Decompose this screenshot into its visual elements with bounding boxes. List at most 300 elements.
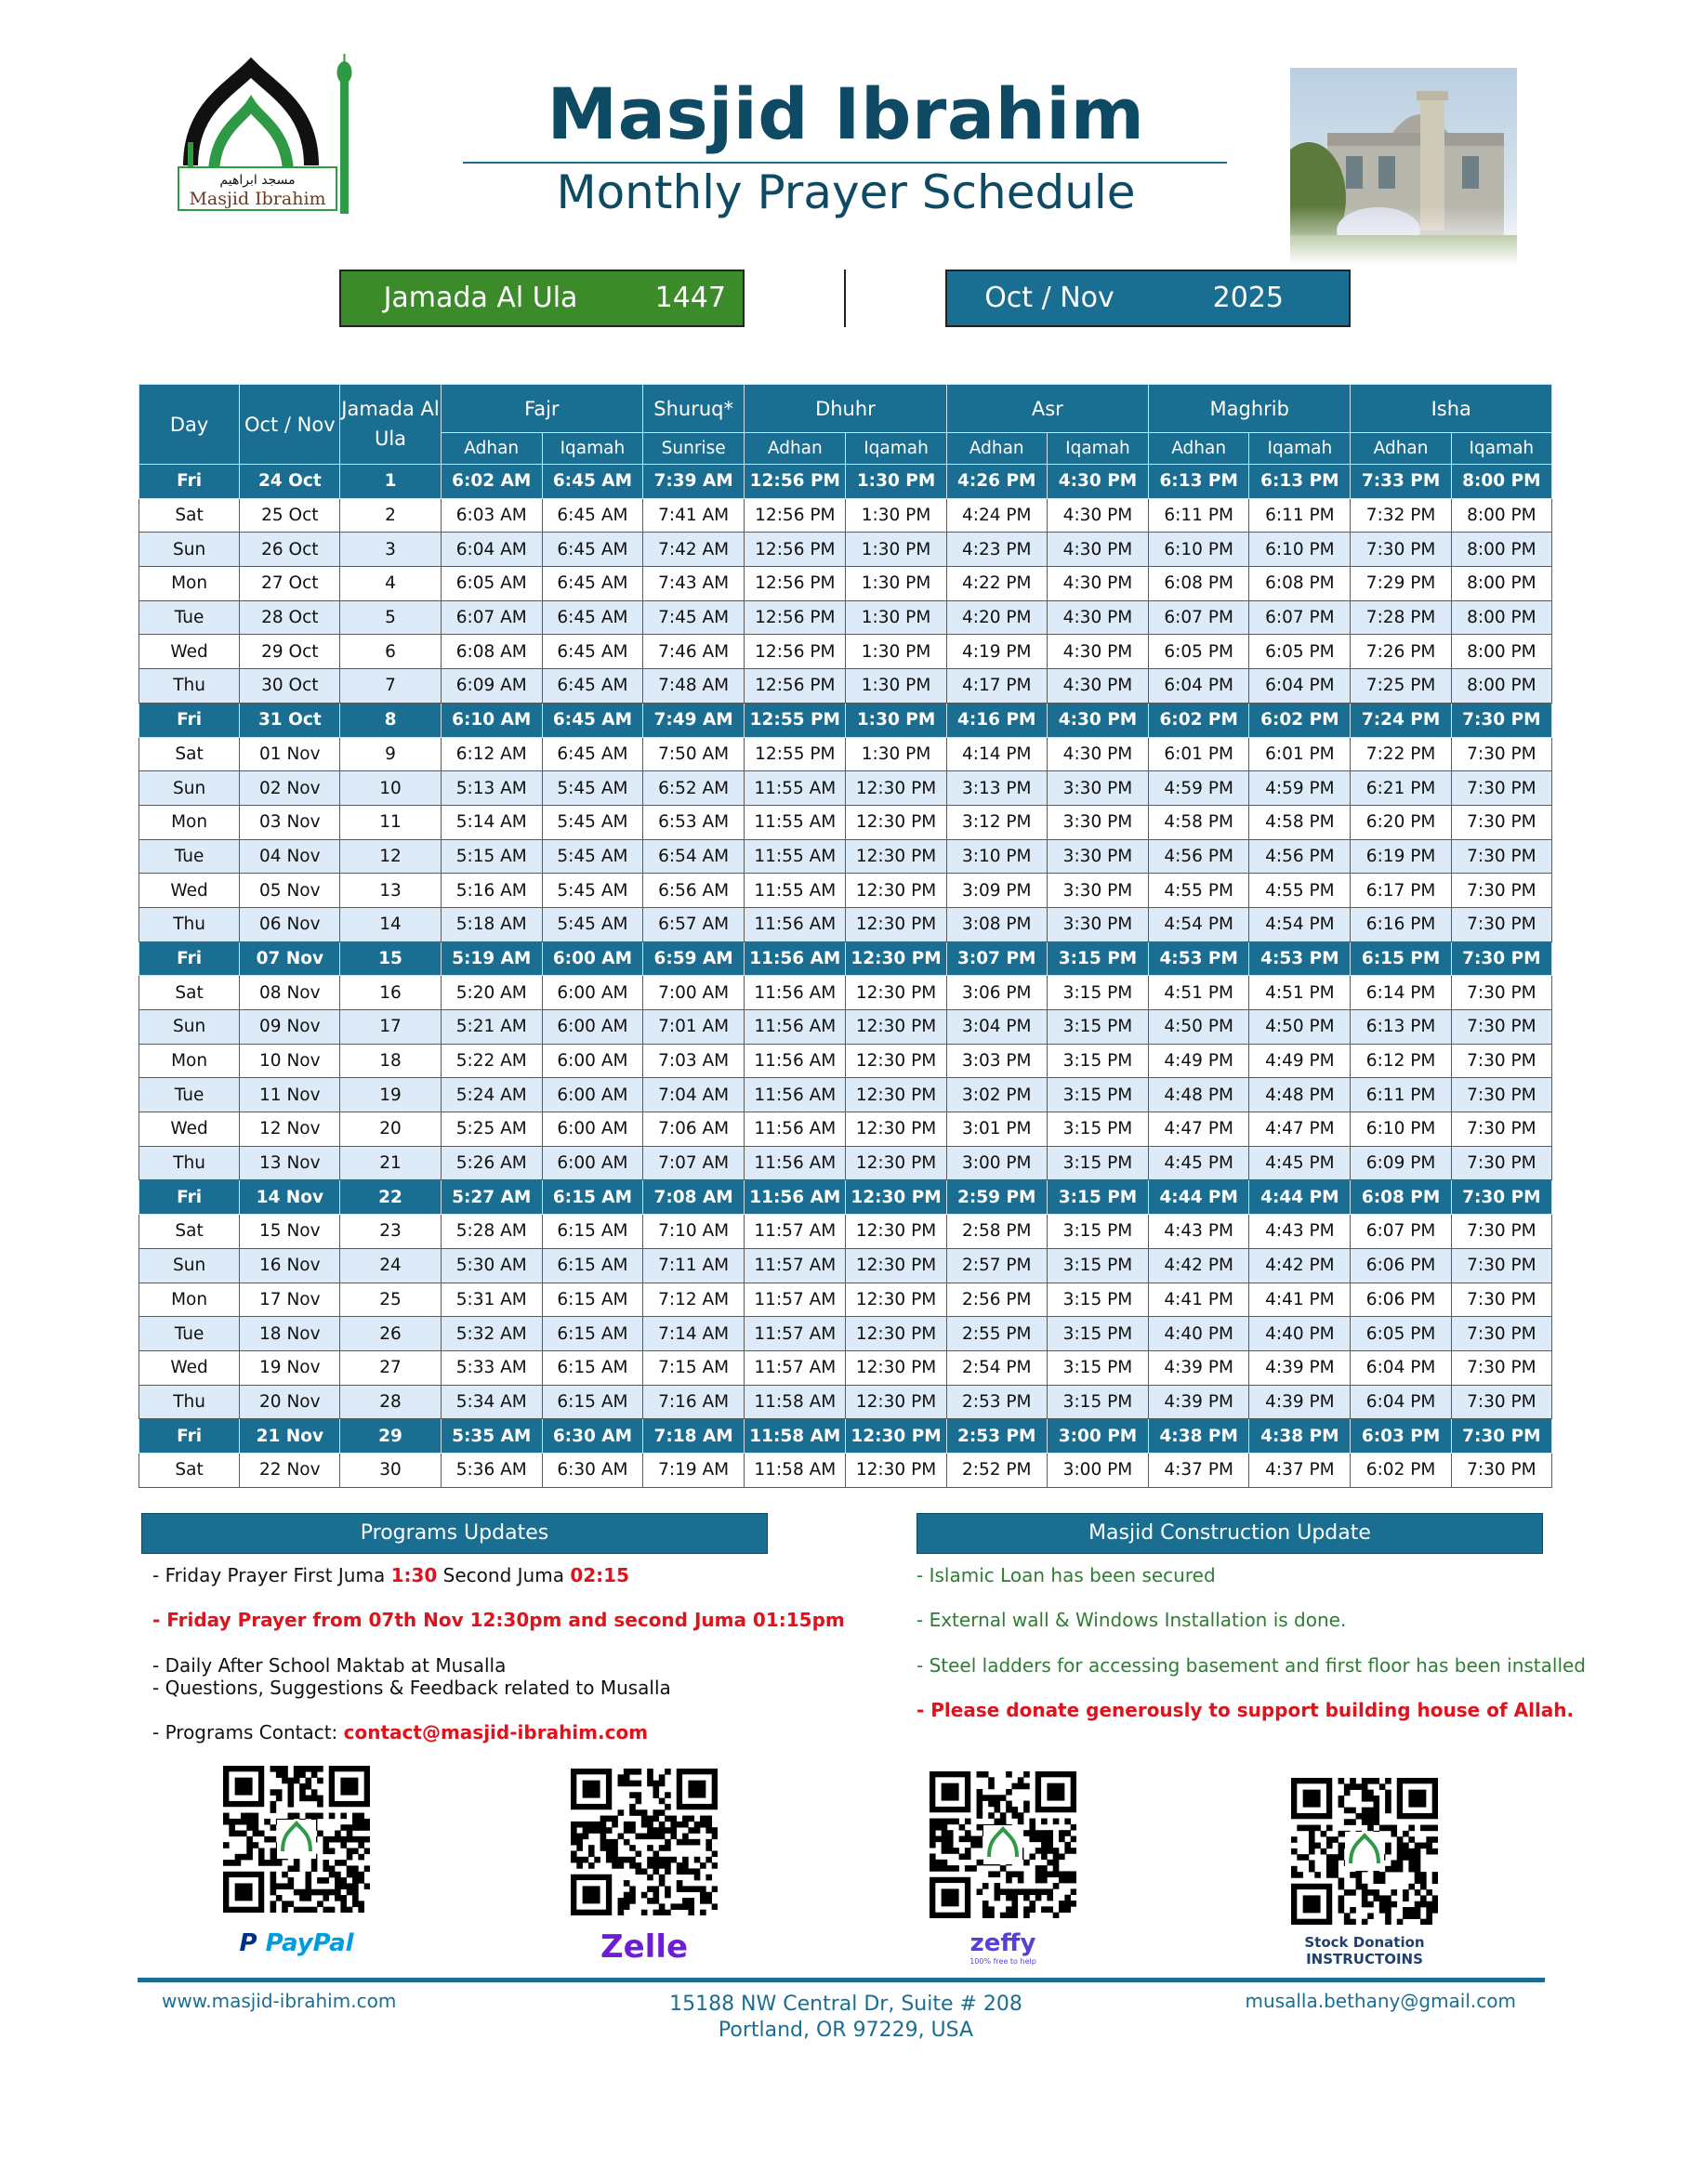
schedule-cell: 3:30 PM (1047, 805, 1148, 839)
schedule-cell: Mon (139, 567, 240, 601)
schedule-cell: 8:00 PM (1451, 669, 1551, 704)
title-divider (463, 162, 1227, 164)
schedule-cell: 6:04 PM (1249, 669, 1351, 704)
schedule-cell: 12:56 PM (745, 567, 846, 601)
stock-label-line1: Stock Donation (1304, 1934, 1425, 1951)
schedule-cell: 21 (340, 1146, 441, 1180)
schedule-cell: 5:45 AM (542, 874, 642, 908)
schedule-cell: 3:08 PM (946, 907, 1047, 941)
schedule-cell: 11:56 AM (745, 976, 846, 1010)
schedule-cell: 26 Oct (240, 533, 340, 567)
zeffy-qr-code[interactable] (930, 1771, 1076, 1918)
col-gregorian-header: Oct / Nov (240, 385, 340, 465)
schedule-cell: 1:30 PM (846, 635, 946, 669)
schedule-row (139, 1453, 1552, 1487)
schedule-cell: Fri (139, 703, 240, 737)
schedule-cell: 2:53 PM (946, 1419, 1047, 1454)
stock-donation[interactable] (1291, 1778, 1438, 1967)
schedule-cell: 5:28 AM (441, 1215, 542, 1249)
schedule-cell: 6:30 AM (542, 1419, 642, 1454)
schedule-cell: 16 Nov (240, 1248, 340, 1283)
schedule-cell: 3:09 PM (946, 874, 1047, 908)
schedule-cell: 7:30 PM (1451, 839, 1551, 874)
schedule-cell: 6:00 AM (542, 1112, 642, 1147)
schedule-cell: 3:15 PM (1047, 1283, 1148, 1317)
schedule-cell: 4:14 PM (946, 737, 1047, 771)
schedule-cell: 12:56 PM (745, 498, 846, 533)
schedule-cell: 8 (340, 703, 441, 737)
schedule-cell: 7:30 PM (1451, 737, 1551, 771)
schedule-cell: 4:40 PM (1149, 1317, 1249, 1351)
schedule-row (139, 737, 1552, 771)
schedule-cell: 4:30 PM (1047, 737, 1148, 771)
sub-header: Sunrise (643, 433, 745, 465)
schedule-cell: 4:59 PM (1249, 771, 1351, 806)
juma-prefix: - Friday Prayer First Juma (152, 1564, 391, 1586)
schedule-cell: 6:13 PM (1149, 465, 1249, 499)
schedule-cell: 16 (340, 976, 441, 1010)
schedule-cell: 4:48 PM (1249, 1078, 1351, 1112)
schedule-cell: 3:15 PM (1047, 941, 1148, 976)
schedule-cell: 6:15 AM (542, 1283, 642, 1317)
schedule-cell: 6:08 PM (1249, 567, 1351, 601)
schedule-cell: 7:16 AM (643, 1385, 745, 1419)
schedule-cell: 4:49 PM (1149, 1044, 1249, 1078)
sub-header: Adhan (1149, 433, 1249, 465)
schedule-cell: 7:30 PM (1451, 1350, 1551, 1385)
schedule-cell: 6:53 AM (643, 805, 745, 839)
schedule-cell: 4:42 PM (1149, 1248, 1249, 1283)
schedule-cell: 6:13 PM (1351, 1010, 1451, 1045)
schedule-cell: 6:00 AM (542, 1146, 642, 1180)
schedule-cell: 8:00 PM (1451, 465, 1551, 499)
schedule-cell: 4:58 PM (1249, 805, 1351, 839)
sub-header: Adhan (745, 433, 846, 465)
schedule-cell: 6:45 AM (542, 635, 642, 669)
schedule-cell: 7:30 PM (1451, 976, 1551, 1010)
schedule-cell: 4:39 PM (1249, 1385, 1351, 1419)
juma-times-line (152, 1564, 629, 1586)
schedule-cell: 3:15 PM (1047, 1248, 1148, 1283)
schedule-cell: 6:05 PM (1249, 635, 1351, 669)
schedule-cell: 3:15 PM (1047, 1385, 1148, 1419)
zelle-qr-code[interactable] (571, 1769, 718, 1915)
zelle-donation[interactable] (571, 1769, 718, 1966)
schedule-cell: 11:56 AM (745, 907, 846, 941)
schedule-cell: 7:30 PM (1451, 1112, 1551, 1147)
stock-donation-qr-code[interactable] (1291, 1778, 1438, 1925)
schedule-cell: 6:08 PM (1351, 1180, 1451, 1215)
schedule-cell: 6:05 AM (441, 567, 542, 601)
schedule-cell: 1:30 PM (846, 737, 946, 771)
masjid-logo (177, 54, 363, 221)
schedule-cell: 13 (340, 874, 441, 908)
schedule-cell: Wed (139, 635, 240, 669)
footer-divider (138, 1978, 1545, 1982)
schedule-cell: 8:00 PM (1451, 635, 1551, 669)
schedule-cell: 3:00 PM (946, 1146, 1047, 1180)
schedule-cell: 12:56 PM (745, 600, 846, 635)
schedule-cell: 22 (340, 1180, 441, 1215)
footer-address-line1: 15188 NW Central Dr, Suite # 208 (669, 1993, 1022, 2016)
schedule-cell: Sat (139, 1215, 240, 1249)
schedule-cell: 6:12 AM (441, 737, 542, 771)
schedule-cell: 5:25 AM (441, 1112, 542, 1147)
paypal-donation[interactable] (223, 1766, 370, 1957)
schedule-cell: 3:15 PM (1047, 1215, 1148, 1249)
schedule-cell: 6:02 PM (1149, 703, 1249, 737)
schedule-cell: 11:56 AM (745, 1078, 846, 1112)
schedule-cell: 7:19 AM (643, 1453, 745, 1487)
schedule-cell: 4:50 PM (1149, 1010, 1249, 1045)
schedule-cell: 7:04 AM (643, 1078, 745, 1112)
schedule-cell: 6:15 AM (542, 1248, 642, 1283)
schedule-cell: 12:55 PM (745, 703, 846, 737)
gregorian-months: Oct / Nov (984, 282, 1114, 314)
schedule-cell: 4:19 PM (946, 635, 1047, 669)
sub-header: Iqamah (1451, 433, 1551, 465)
zeffy-donation[interactable] (930, 1771, 1076, 1966)
schedule-cell: 5 (340, 600, 441, 635)
schedule-cell: 7:30 PM (1451, 874, 1551, 908)
schedule-cell: 4:48 PM (1149, 1078, 1249, 1112)
schedule-cell: 08 Nov (240, 976, 340, 1010)
schedule-cell: 3:15 PM (1047, 1146, 1148, 1180)
schedule-cell: 05 Nov (240, 874, 340, 908)
schedule-cell: 7:30 PM (1451, 1180, 1551, 1215)
schedule-cell: 7:49 AM (643, 703, 745, 737)
schedule-cell: 1:30 PM (846, 600, 946, 635)
schedule-cell: 6:02 AM (441, 465, 542, 499)
schedule-cell: 4:30 PM (1047, 703, 1148, 737)
sub-header: Iqamah (846, 433, 946, 465)
schedule-cell: 3:12 PM (946, 805, 1047, 839)
schedule-cell: 4:53 PM (1149, 941, 1249, 976)
schedule-cell: 4:38 PM (1149, 1419, 1249, 1454)
schedule-row (139, 1044, 1552, 1078)
schedule-cell: 6:45 AM (542, 600, 642, 635)
schedule-row (139, 635, 1552, 669)
schedule-cell: 6:11 PM (1149, 498, 1249, 533)
schedule-cell: 7:43 AM (643, 567, 745, 601)
schedule-cell: 6:59 AM (643, 941, 745, 976)
schedule-cell: 12:30 PM (846, 1283, 946, 1317)
schedule-cell: 7:30 PM (1451, 1248, 1551, 1283)
schedule-cell: Mon (139, 1283, 240, 1317)
schedule-cell: 6:45 AM (542, 737, 642, 771)
schedule-cell: 5:24 AM (441, 1078, 542, 1112)
schedule-cell: 6:07 PM (1149, 600, 1249, 635)
schedule-cell: Mon (139, 1044, 240, 1078)
sub-header: Adhan (1351, 433, 1451, 465)
schedule-cell: 12:56 PM (745, 669, 846, 704)
schedule-cell: 3:07 PM (946, 941, 1047, 976)
schedule-cell: 3:15 PM (1047, 1044, 1148, 1078)
sub-header: Iqamah (1249, 433, 1351, 465)
schedule-cell: 6:16 PM (1351, 907, 1451, 941)
schedule-cell: 7:50 AM (643, 737, 745, 771)
schedule-cell: 11 Nov (240, 1078, 340, 1112)
schedule-cell: 6:11 PM (1351, 1078, 1451, 1112)
schedule-cell: 4:44 PM (1249, 1180, 1351, 1215)
schedule-cell: 6:15 AM (542, 1317, 642, 1351)
schedule-cell: 4:42 PM (1249, 1248, 1351, 1283)
paypal-icon: P (239, 1929, 257, 1957)
schedule-cell: 7:30 PM (1451, 1146, 1551, 1180)
logo-text: Masjid Ibrahim (189, 189, 326, 209)
schedule-cell: 6:15 AM (542, 1180, 642, 1215)
schedule-cell: 12:56 PM (745, 465, 846, 499)
schedule-cell: 12 (340, 839, 441, 874)
schedule-cell: 04 Nov (240, 839, 340, 874)
schedule-cell: 28 (340, 1385, 441, 1419)
schedule-cell: 4:37 PM (1149, 1453, 1249, 1487)
schedule-cell: 10 (340, 771, 441, 806)
schedule-cell: 12:30 PM (846, 976, 946, 1010)
paypal-label: PayPal (265, 1929, 354, 1957)
schedule-cell: 4:51 PM (1149, 976, 1249, 1010)
schedule-cell: 7:30 PM (1451, 907, 1551, 941)
schedule-cell: 19 Nov (240, 1350, 340, 1385)
contact-prefix: - Programs Contact: (152, 1721, 344, 1743)
schedule-cell: 5:27 AM (441, 1180, 542, 1215)
schedule-cell: 18 (340, 1044, 441, 1078)
schedule-cell: 6:10 PM (1249, 533, 1351, 567)
schedule-cell: 12:30 PM (846, 1044, 946, 1078)
schedule-cell: 22 Nov (240, 1453, 340, 1487)
schedule-cell: 11:56 AM (745, 1146, 846, 1180)
schedule-cell: 3:15 PM (1047, 1317, 1148, 1351)
schedule-cell: 5:20 AM (441, 976, 542, 1010)
programs-updates-heading: Programs Updates (141, 1513, 768, 1554)
schedule-cell: Wed (139, 1350, 240, 1385)
schedule-cell: 5:13 AM (441, 771, 542, 806)
sub-header: Iqamah (1047, 433, 1148, 465)
schedule-cell: 7:08 AM (643, 1180, 745, 1215)
schedule-cell: 11:55 AM (745, 839, 846, 874)
prayer-schedule-table (138, 384, 1552, 1488)
schedule-cell: 7:06 AM (643, 1112, 745, 1147)
schedule-cell: 6:02 PM (1351, 1453, 1451, 1487)
schedule-cell: 7:07 AM (643, 1146, 745, 1180)
schedule-cell: 3:04 PM (946, 1010, 1047, 1045)
schedule-cell: 11:55 AM (745, 771, 846, 806)
schedule-cell: 26 (340, 1317, 441, 1351)
group-header-asr: Asr (946, 385, 1148, 433)
schedule-cell: 4:16 PM (946, 703, 1047, 737)
schedule-cell: 6:45 AM (542, 465, 642, 499)
footer-website-link[interactable]: www.masjid-ibrahim.com (162, 1990, 397, 2012)
schedule-cell: Tue (139, 839, 240, 874)
schedule-cell: 1:30 PM (846, 567, 946, 601)
zelle-label: Zelle (600, 1928, 689, 1966)
schedule-cell: 12:30 PM (846, 1010, 946, 1045)
schedule-cell: 7:46 AM (643, 635, 745, 669)
schedule-cell: 4:54 PM (1249, 907, 1351, 941)
schedule-cell: 4:17 PM (946, 669, 1047, 704)
schedule-cell: 12:30 PM (846, 1112, 946, 1147)
schedule-cell: 7:03 AM (643, 1044, 745, 1078)
schedule-cell: 6:05 PM (1351, 1317, 1451, 1351)
schedule-cell: 12:30 PM (846, 1248, 946, 1283)
schedule-cell: 4:45 PM (1149, 1146, 1249, 1180)
schedule-cell: 17 (340, 1010, 441, 1045)
schedule-cell: 7:30 PM (1451, 703, 1551, 737)
schedule-cell: 4:30 PM (1047, 498, 1148, 533)
schedule-cell: 9 (340, 737, 441, 771)
schedule-cell: 7:42 AM (643, 533, 745, 567)
schedule-cell: 6:20 PM (1351, 805, 1451, 839)
schedule-cell: 6:04 PM (1351, 1350, 1451, 1385)
schedule-cell: 6:00 AM (542, 941, 642, 976)
schedule-row (139, 465, 1552, 499)
schedule-cell: 7:30 PM (1451, 1078, 1551, 1112)
schedule-cell: 12:30 PM (846, 874, 946, 908)
schedule-cell: 7:32 PM (1351, 498, 1451, 533)
schedule-cell: Wed (139, 1112, 240, 1147)
schedule-cell: 4:47 PM (1149, 1112, 1249, 1147)
schedule-cell: 3:10 PM (946, 839, 1047, 874)
schedule-cell: 5:33 AM (441, 1350, 542, 1385)
schedule-cell: 12:30 PM (846, 1453, 946, 1487)
schedule-row (139, 771, 1552, 806)
schedule-cell: Mon (139, 805, 240, 839)
schedule-cell: 2:59 PM (946, 1180, 1047, 1215)
schedule-row (139, 1078, 1552, 1112)
schedule-cell: 14 Nov (240, 1180, 340, 1215)
schedule-cell: 7:30 PM (1451, 941, 1551, 976)
schedule-cell: 7:30 PM (1351, 533, 1451, 567)
schedule-cell: 4:39 PM (1149, 1385, 1249, 1419)
schedule-cell: 5:15 AM (441, 839, 542, 874)
schedule-cell: 6:45 AM (542, 669, 642, 704)
contact-email-link[interactable]: contact@masjid-ibrahim.com (343, 1721, 649, 1743)
schedule-cell: 7:39 AM (643, 465, 745, 499)
schedule-cell: Fri (139, 1180, 240, 1215)
schedule-cell: 27 (340, 1350, 441, 1385)
paypal-qr-code[interactable] (223, 1766, 370, 1913)
schedule-cell: 6:06 PM (1351, 1248, 1451, 1283)
schedule-cell: 6:00 AM (542, 1044, 642, 1078)
schedule-cell: 4:55 PM (1249, 874, 1351, 908)
schedule-cell: 4:51 PM (1249, 976, 1351, 1010)
schedule-cell: 1:30 PM (846, 703, 946, 737)
schedule-cell: 11:57 AM (745, 1215, 846, 1249)
group-header-isha: Isha (1351, 385, 1552, 433)
schedule-cell: 6:07 AM (441, 600, 542, 635)
donation-appeal: - Please donate generously to support building house of Allah. (917, 1699, 1575, 1721)
footer-email-link[interactable]: musalla.bethany@gmail.com (1245, 1990, 1516, 2012)
schedule-cell: 6:54 AM (643, 839, 745, 874)
juma-mid: Second Juma (437, 1564, 571, 1586)
schedule-cell: 3:30 PM (1047, 839, 1148, 874)
schedule-cell: 4:53 PM (1249, 941, 1351, 976)
schedule-row (139, 533, 1552, 567)
schedule-row (139, 976, 1552, 1010)
schedule-row (139, 1317, 1552, 1351)
schedule-cell: 8:00 PM (1451, 533, 1551, 567)
schedule-cell: 13 Nov (240, 1146, 340, 1180)
schedule-cell: 11:55 AM (745, 874, 846, 908)
schedule-cell: 6:04 PM (1149, 669, 1249, 704)
schedule-cell: 7:24 PM (1351, 703, 1451, 737)
schedule-cell: 15 (340, 941, 441, 976)
schedule-cell: 7:11 AM (643, 1248, 745, 1283)
schedule-cell: 5:45 AM (542, 839, 642, 874)
group-header-shuruq: Shuruq* (643, 385, 745, 433)
schedule-cell: 4:54 PM (1149, 907, 1249, 941)
schedule-cell: 6:13 PM (1249, 465, 1351, 499)
group-header-fajr: Fajr (441, 385, 642, 433)
zeffy-label: zeffy (969, 1929, 1036, 1957)
schedule-cell: 5:26 AM (441, 1146, 542, 1180)
schedule-cell: 21 Nov (240, 1419, 340, 1454)
schedule-cell: 6:45 AM (542, 703, 642, 737)
schedule-cell: 4:26 PM (946, 465, 1047, 499)
schedule-cell: 6:10 PM (1149, 533, 1249, 567)
schedule-cell: 7:30 PM (1451, 771, 1551, 806)
stock-label-line2[interactable]: INSTRUCTOINS (1306, 1951, 1423, 1967)
schedule-cell: 12:30 PM (846, 1317, 946, 1351)
schedule-cell: 3:13 PM (946, 771, 1047, 806)
schedule-cell: 7:10 AM (643, 1215, 745, 1249)
schedule-cell: 12:30 PM (846, 1350, 946, 1385)
schedule-cell: 20 (340, 1112, 441, 1147)
schedule-row (139, 498, 1552, 533)
schedule-cell: 5:35 AM (441, 1419, 542, 1454)
schedule-cell: 11:56 AM (745, 1044, 846, 1078)
schedule-cell: 10 Nov (240, 1044, 340, 1078)
schedule-cell: 3:01 PM (946, 1112, 1047, 1147)
schedule-cell: 7:22 PM (1351, 737, 1451, 771)
schedule-cell: 6:05 PM (1149, 635, 1249, 669)
schedule-cell: 3:00 PM (1047, 1419, 1148, 1454)
construction-item: - External wall & Windows Installation is done. (917, 1609, 1347, 1631)
schedule-cell: 6:10 AM (441, 703, 542, 737)
schedule-cell: 4:50 PM (1249, 1010, 1351, 1045)
schedule-cell: 4:56 PM (1149, 839, 1249, 874)
schedule-cell: 7:00 AM (643, 976, 745, 1010)
group-header-dhuhr: Dhuhr (745, 385, 946, 433)
schedule-cell: 11 (340, 805, 441, 839)
schedule-cell: 4:30 PM (1047, 533, 1148, 567)
schedule-row (139, 1350, 1552, 1385)
schedule-row (139, 907, 1552, 941)
schedule-cell: 12:30 PM (846, 1180, 946, 1215)
schedule-cell: 4:39 PM (1249, 1350, 1351, 1385)
schedule-cell: 6:17 PM (1351, 874, 1451, 908)
hijri-date-box (339, 270, 745, 327)
schedule-cell: Sat (139, 976, 240, 1010)
schedule-cell: 1:30 PM (846, 465, 946, 499)
schedule-cell: 4:43 PM (1249, 1215, 1351, 1249)
schedule-cell: Fri (139, 1419, 240, 1454)
schedule-row (139, 1146, 1552, 1180)
schedule-cell: 25 Oct (240, 498, 340, 533)
schedule-cell: Fri (139, 941, 240, 976)
schedule-cell: 4:41 PM (1149, 1283, 1249, 1317)
schedule-cell: 24 (340, 1248, 441, 1283)
schedule-cell: 6:52 AM (643, 771, 745, 806)
schedule-row (139, 1385, 1552, 1419)
schedule-cell: 7:25 PM (1351, 669, 1451, 704)
schedule-cell: 4:47 PM (1249, 1112, 1351, 1147)
schedule-cell: 5:32 AM (441, 1317, 542, 1351)
schedule-cell: 6:21 PM (1351, 771, 1451, 806)
schedule-cell: 02 Nov (240, 771, 340, 806)
schedule-cell: 4:40 PM (1249, 1317, 1351, 1351)
schedule-cell: 3:00 PM (1047, 1453, 1148, 1487)
